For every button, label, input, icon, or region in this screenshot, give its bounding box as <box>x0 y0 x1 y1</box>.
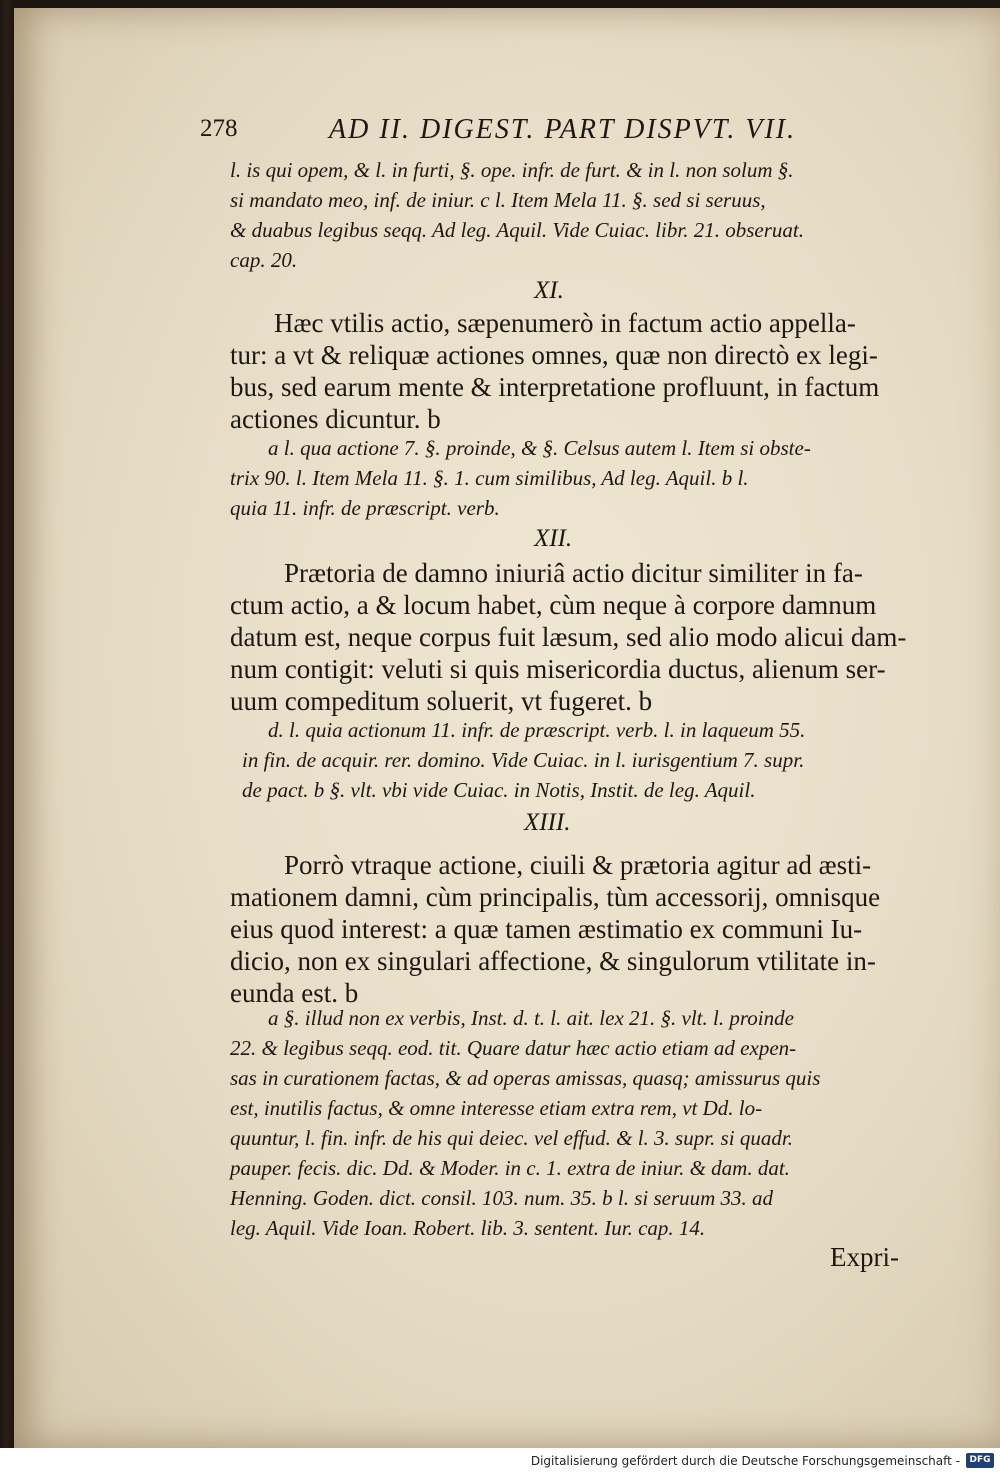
footnote-line: cap. 20. <box>230 248 298 272</box>
footnote-line: 22. & legibus seqq. eod. tit. Quare datur hæc actio etiam ad expen- <box>230 1036 797 1060</box>
body-line: eunda est. b <box>230 978 359 1008</box>
footnote-line: de pact. b §. vlt. vbi vide Cuiac. in Notis, Instit. de leg. Aquil. <box>242 778 756 802</box>
section-number: XIII. <box>524 809 571 836</box>
body-line: actiones dicuntur. b <box>230 404 441 434</box>
catchword: Expri- <box>830 1242 899 1272</box>
footnote-line: & duabus legibus seqq. Ad leg. Aquil. Vide Cuiac. libr. 21. obseruat. <box>230 218 804 242</box>
footnote-line: a l. qua actione 7. §. proinde, & §. Celsus autem l. Item si obste- <box>268 436 811 460</box>
footnote-line: leg. Aquil. Vide Ioan. Robert. lib. 3. sentent. Iur. cap. 14. <box>230 1216 706 1240</box>
footnote-line: Henning. Goden. dict. consil. 103. num. 35. b l. si seruum 33. ad <box>230 1186 774 1210</box>
footnote-line: trix 90. l. Item Mela 11. §. 1. cum similibus, Ad leg. Aquil. b l. <box>230 466 749 490</box>
section-number: XI. <box>534 277 564 304</box>
footnote-line: si mandato meo, inf. de iniur. c l. Item Mela 11. §. sed si seruus, <box>230 188 766 212</box>
body-line: tur: a vt & reliquæ actiones omnes, quæ non directò ex legi- <box>230 340 878 370</box>
footnote-line: a §. illud non ex verbis, Inst. d. t. l. ait. lex 21. §. vlt. l. proinde <box>268 1006 794 1030</box>
body-line: Porrò vtraque actione, ciuili & prætoria agitur ad æsti- <box>284 850 872 880</box>
footnote-line: in fin. de acquir. rer. domino. Vide Cuiac. in l. iurisgentium 7. supr. <box>242 748 805 772</box>
body-line: mationem damni, cùm principalis, tùm accessorij, omnisque <box>230 882 881 912</box>
footer-bar <box>0 1448 1000 1474</box>
footnote-line: l. is qui opem, & l. in furti, §. ope. infr. de furt. & in l. non solum §. <box>230 158 794 182</box>
body-line: Prætoria de damno iniuriâ actio dicitur similiter in fa- <box>284 558 863 588</box>
body-line: eius quod interest: a quæ tamen æstimatio ex communi Iu- <box>230 914 863 944</box>
body-line: bus, sed earum mente & interpretatione profluunt, in factum <box>230 372 880 402</box>
footnote-line: quuntur, l. fin. infr. de his qui deiec. vel effud. & l. 3. supr. si quadr. <box>230 1126 793 1150</box>
section-number: XII. <box>534 525 573 552</box>
body-line: num contigit: veluti si quis misericordia ductus, alienum ser- <box>230 654 886 684</box>
body-line: dicio, non ex singulari affectione, & singulorum vtilitate in- <box>230 946 876 976</box>
footnote-line: quia 11. infr. de præscript. verb. <box>230 496 500 520</box>
page-number: 278 <box>200 115 238 142</box>
footnote-line: est, inutilis factus, & omne interesse etiam extra rem, vt Dd. lo- <box>230 1096 763 1120</box>
running-head: AD II. DIGEST. PART DISPVT. VII. <box>329 114 797 145</box>
body-line: Hæc vtilis actio, sæpenumerò in factum actio appella- <box>274 308 856 338</box>
footnote-line: pauper. fecis. dic. Dd. & Moder. in c. 1. extra de iniur. & dam. dat. <box>230 1156 790 1180</box>
book-page <box>14 8 1000 1448</box>
body-line: datum est, neque corpus fuit læsum, sed alio modo alicui dam- <box>230 622 907 652</box>
body-line: ctum actio, a & locum habet, cùm neque à corpore damnum <box>230 590 877 620</box>
footnote-line: d. l. quia actionum 11. infr. de præscript. verb. l. in laqueum 55. <box>268 718 806 742</box>
footer-credit: Digitalisierung gefördert durch die Deutsche Forschungsgemeinschaft - <box>530 1454 960 1468</box>
dfg-logo-icon: DFG <box>966 1453 994 1468</box>
body-line: uum compeditum soluerit, vt fugeret. b <box>230 686 653 716</box>
footnote-line: sas in curationem factas, & ad operas amissas, quasq; amissurus quis <box>230 1066 821 1090</box>
